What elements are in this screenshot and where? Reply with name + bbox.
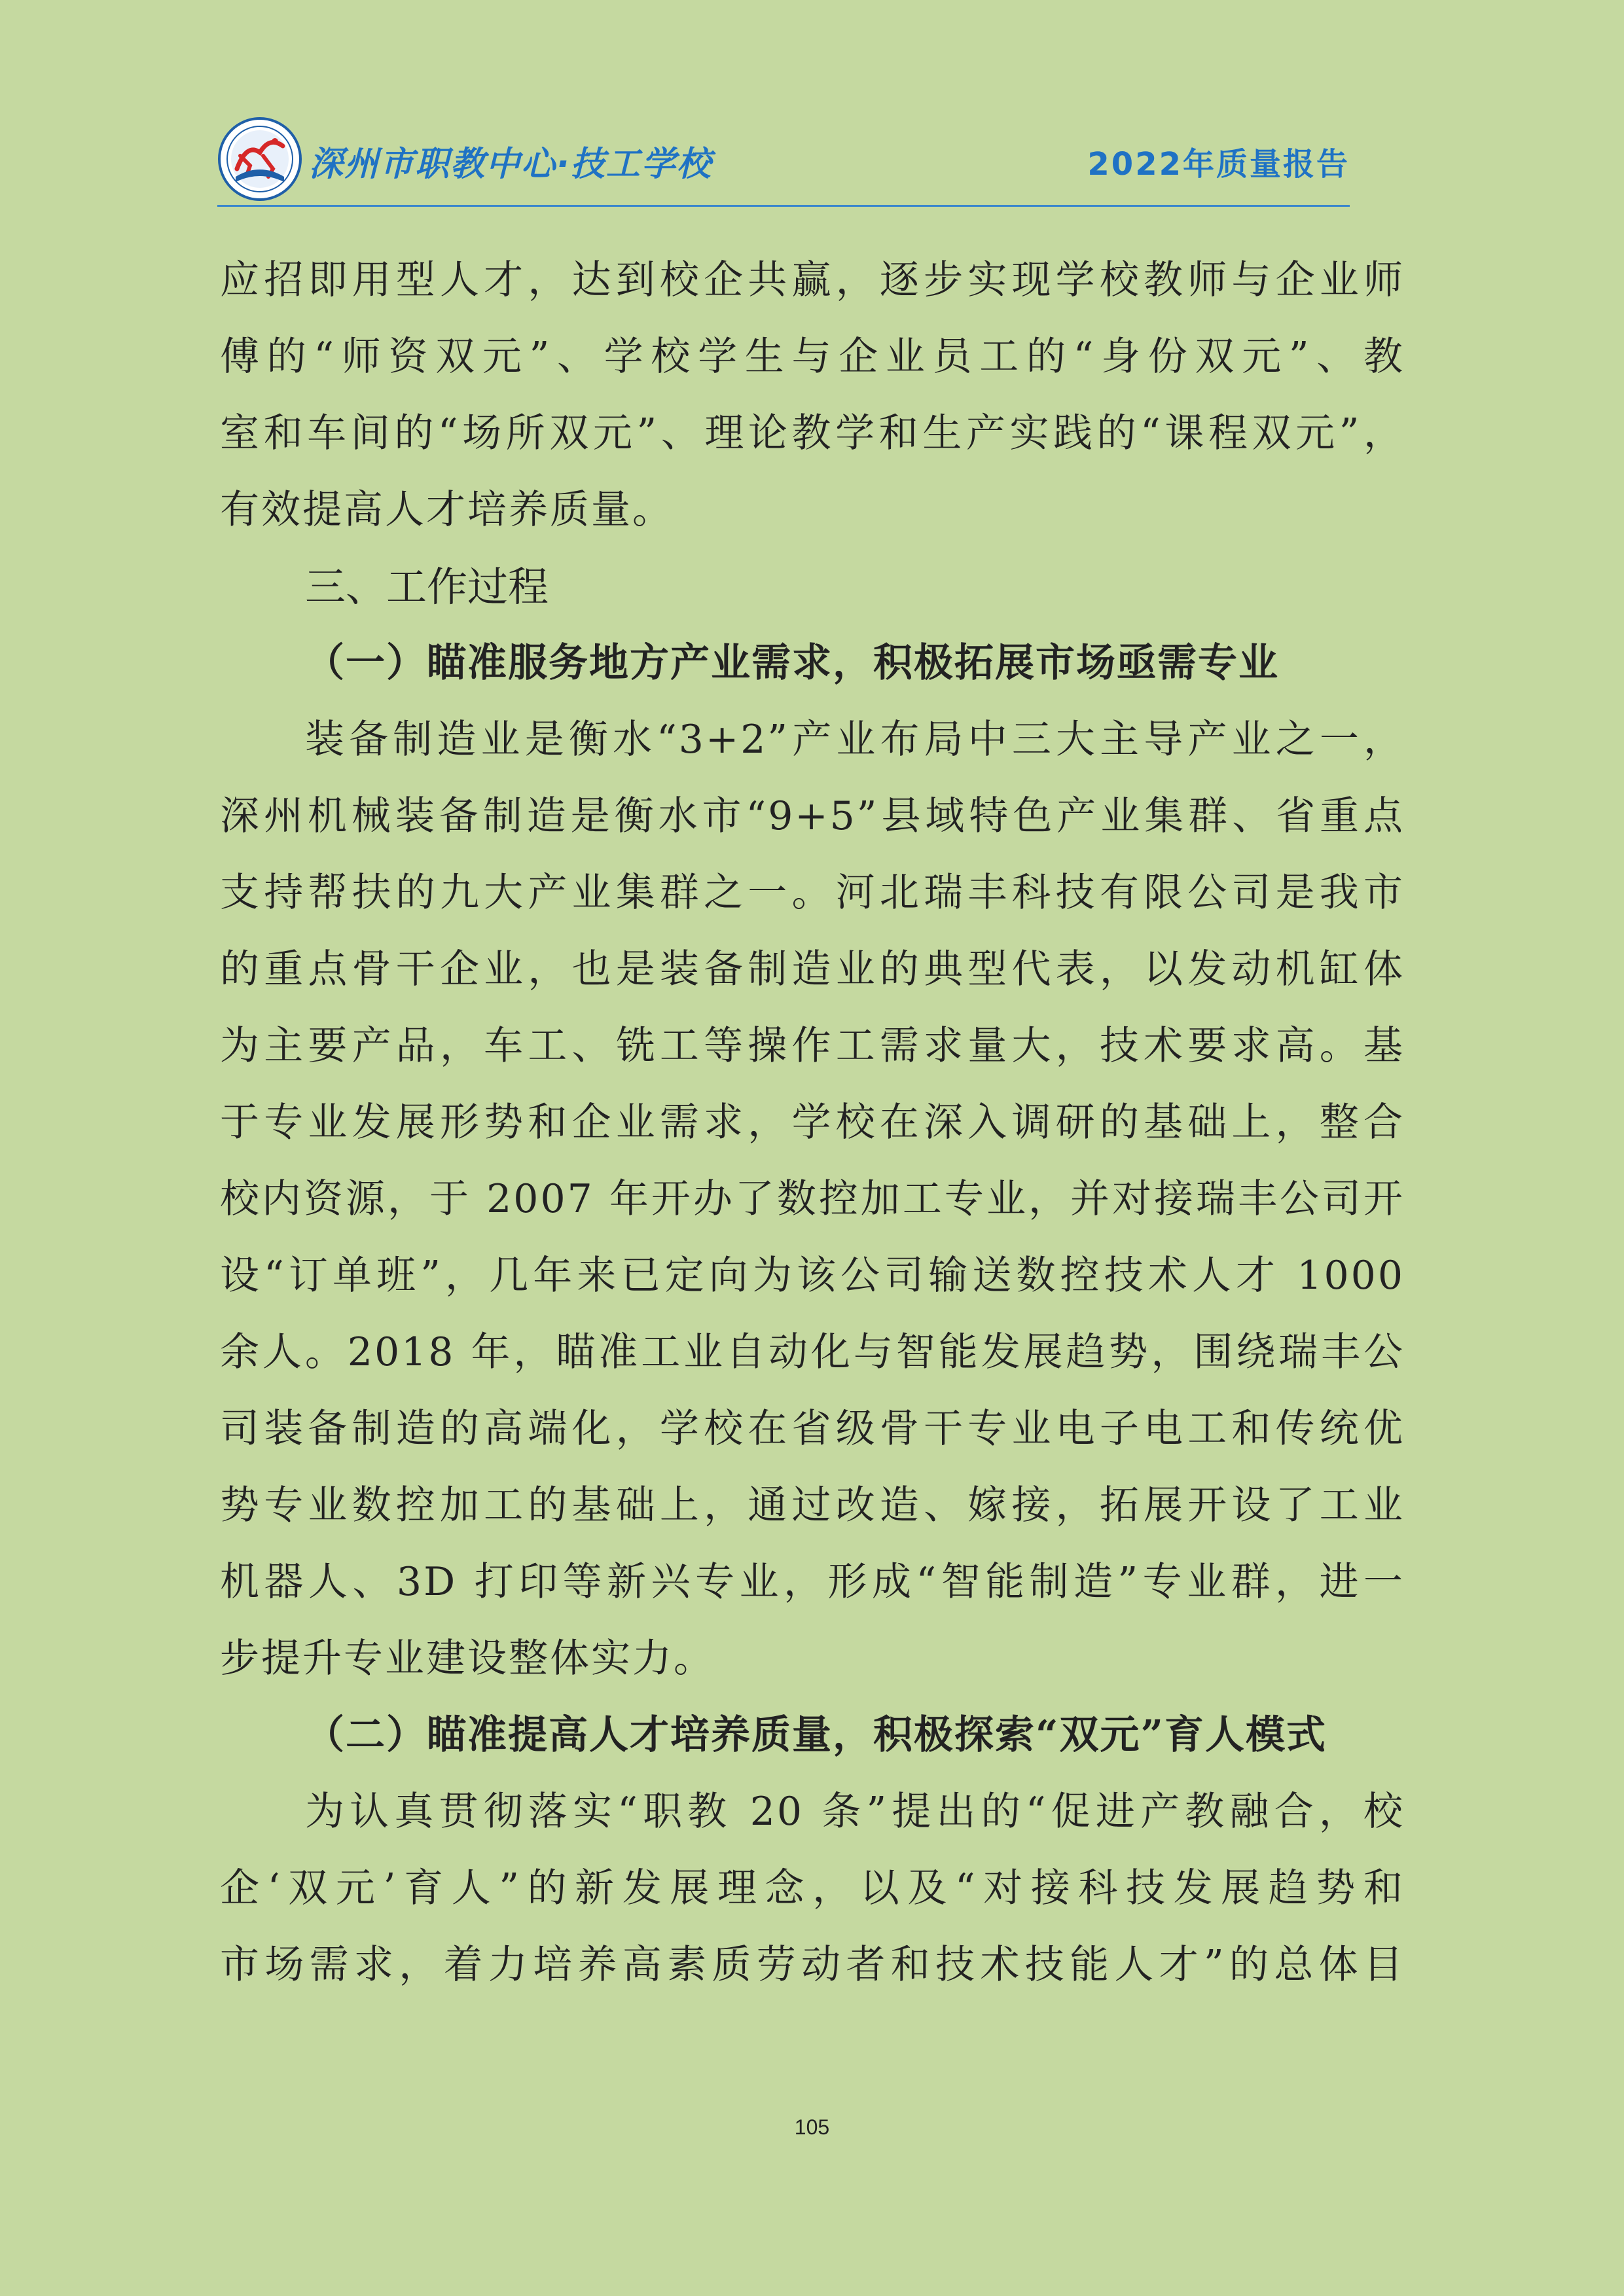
text-line: 于专业发展形势和企业需求，学校在深入调研的基础上，整合 [220,1100,1405,1145]
text-line: 支持帮扶的九大产业集群之一。河北瑞丰科技有限公司是我市 [220,870,1405,916]
text-line: 步提升专业建设整体实力。 [220,1636,715,1681]
text-line: 为认真贯彻落实“职教 20 条”提出的“促进产教融合，校 [305,1789,1405,1835]
text-line: 有效提高人才培养质量。 [220,487,674,533]
subsection-title: （一）瞄准服务地方产业需求，积极拓展市场亟需专业 [305,640,1279,686]
text-line: 的重点骨干企业，也是装备制造业的典型代表，以发动机缸体 [220,946,1405,992]
school-emblem-icon [217,117,302,202]
header-divider [217,205,1350,207]
text-line: 司装备制造的高端化，学校在省级骨干专业电子电工和传统优 [220,1406,1405,1452]
subsection-title: （二）瞄准提高人才培养质量，积极探索“双元”育人模式 [305,1712,1327,1758]
text-line: 机器人、3D 打印等新兴专业，形成“智能制造”专业群，进一 [220,1559,1405,1605]
page-header [217,117,1350,205]
text-line: 装备制造业是衡水“3+2”产业布局中三大主导产业之一， [305,717,1405,762]
text-line: 室和车间的“场所双元”、理论教学和生产实践的“课程双元”， [220,410,1405,456]
text-line: 为主要产品，车工、铣工等操作工需求量大，技术要求高。基 [220,1023,1405,1069]
text-line: 设“订单班”，几年来已定向为该公司输送数控技术人才 1000 [220,1253,1405,1299]
page-number: 105 [794,2115,830,2139]
school-name: 深州市职教中心·技工学校 [309,145,712,184]
section-title: 三、工作过程 [305,563,549,611]
document-body [220,242,1405,2003]
report-title: 2022年质量报告 [1087,146,1350,183]
text-line: 市场需求，着力培养高素质劳动者和技术技能人才”的总体目 [220,1942,1405,1988]
text-line: 傅的“师资双元”、学校学生与企业员工的“身份双元”、教 [220,334,1405,380]
text-line: 校内资源，于 2007 年开办了数控加工专业，并对接瑞丰公司开 [220,1176,1405,1222]
text-line: 深州机械装备制造是衡水市“9+5”县域特色产业集群、省重点 [220,793,1405,839]
text-line: 余人。2018 年，瞄准工业自动化与智能发展趋势，围绕瑞丰公 [220,1329,1405,1375]
text-line: 应招即用型人才，达到校企共赢，逐步实现学校教师与企业师 [220,257,1405,303]
text-line: 企‘双元’育人”的新发展理念，以及“对接科技发展趋势和 [220,1865,1405,1911]
text-line: 势专业数控加工的基础上，通过改造、嫁接，拓展开设了工业 [220,1482,1405,1528]
